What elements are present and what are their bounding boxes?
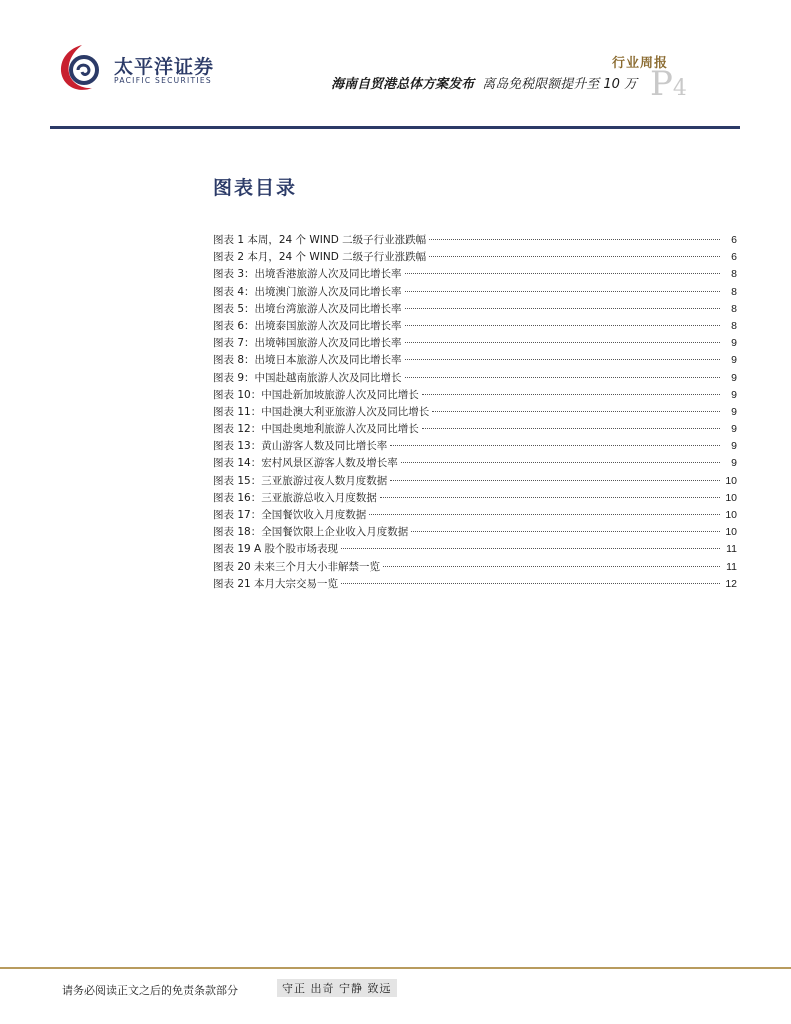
toc-dot-leader <box>405 325 720 326</box>
report-title-main: 海南自贸港总体方案发布 <box>331 77 475 92</box>
toc-entry-page[interactable]: 9 <box>731 457 737 470</box>
toc-entry-label[interactable]: 图表 17：全国餐饮收入月度数据 <box>213 509 367 521</box>
footer-motto: 守正 出奇 宁静 致远 <box>277 979 397 997</box>
toc-entry-label[interactable]: 图表 10：中国赴新加坡旅游人次及同比增长 <box>213 388 419 401</box>
toc-entry-label[interactable]: 图表 6：出境泰国旅游人次及同比增长率 <box>213 319 402 332</box>
toc-entry-label[interactable]: 图表 4：出境澳门旅游人次及同比增长率 <box>213 285 402 298</box>
toc-entry[interactable] <box>213 421 737 438</box>
toc-entry-label[interactable]: 图表 20 未来三个月大小非解禁一览 <box>213 560 381 573</box>
toc-entry-label[interactable]: 图表 14：宏村风景区游客人数及增长率 <box>213 457 398 470</box>
toc-entry-label[interactable]: 图表 11：中国赴澳大利亚旅游人次及同比增长 <box>213 405 430 418</box>
toc-entry-page[interactable]: 10 <box>725 526 737 539</box>
toc-entry[interactable] <box>213 249 737 266</box>
report-title <box>331 73 637 92</box>
toc-entry-label[interactable]: 图表 9：中国赴越南旅游人次及同比增长 <box>213 371 402 384</box>
toc-dot-leader <box>405 377 720 378</box>
footer-disclaimer: 请务必阅读正文之后的免责条款部分 <box>62 984 238 997</box>
toc-title: 图表目录 <box>213 177 298 199</box>
toc-entry-page[interactable]: 9 <box>731 371 737 384</box>
report-type: 行业周报 <box>611 56 668 71</box>
toc-entry[interactable] <box>213 559 737 576</box>
toc-entry[interactable] <box>213 370 737 387</box>
table-of-figures <box>213 232 737 593</box>
toc-entry-page[interactable]: 10 <box>725 509 737 521</box>
toc-entry-label[interactable]: 图表 12：中国赴奥地利旅游人次及同比增长 <box>213 423 419 436</box>
header-divider <box>50 126 740 129</box>
toc-dot-leader <box>390 480 720 481</box>
toc-entry-label[interactable]: 图表 19 A 股个股市场表现 <box>213 543 339 556</box>
toc-entry[interactable] <box>213 524 737 541</box>
toc-dot-leader <box>401 462 720 463</box>
toc-dot-leader <box>405 342 720 343</box>
pacific-securities-logo-icon <box>56 43 104 93</box>
toc-entry[interactable] <box>213 318 737 335</box>
toc-entry-page[interactable]: 9 <box>731 337 737 350</box>
toc-entry-label[interactable]: 图表 7：出境韩国旅游人次及同比增长率 <box>213 337 402 350</box>
toc-entry-page[interactable]: 11 <box>726 560 737 573</box>
toc-entry[interactable] <box>213 490 737 507</box>
logo-english-name: PACIFIC SECURITIES <box>114 76 212 85</box>
toc-dot-leader <box>405 273 720 274</box>
toc-entry-page[interactable]: 8 <box>731 302 737 315</box>
toc-entry-page[interactable]: 9 <box>731 440 737 453</box>
toc-dot-leader <box>369 514 720 515</box>
toc-entry-page[interactable]: 8 <box>731 285 737 298</box>
toc-entry[interactable] <box>213 387 737 404</box>
toc-entry[interactable] <box>213 284 737 301</box>
toc-entry[interactable] <box>213 576 737 593</box>
toc-entry[interactable] <box>213 352 737 369</box>
toc-entry-page[interactable]: 9 <box>731 354 737 367</box>
toc-entry-label[interactable]: 图表 8：出境日本旅游人次及同比增长率 <box>213 354 402 367</box>
page-number-value: 4 <box>672 76 687 101</box>
toc-dot-leader <box>383 566 720 567</box>
toc-entry[interactable] <box>213 232 737 249</box>
toc-entry[interactable] <box>213 455 737 472</box>
toc-entry-label[interactable]: 图表 5：出境台湾旅游人次及同比增长率 <box>213 302 402 315</box>
toc-entry[interactable] <box>213 404 737 421</box>
toc-entry-page[interactable]: 8 <box>731 268 737 281</box>
toc-entry[interactable] <box>213 438 737 455</box>
toc-entry-label[interactable]: 图表 2 本月，24 个 WIND 二级子行业涨跌幅 <box>213 251 427 264</box>
toc-entry-page[interactable]: 6 <box>731 234 737 246</box>
logo-chinese-name: 太平洋证券 <box>114 56 215 78</box>
toc-entry-page[interactable]: 10 <box>725 474 737 487</box>
page-number <box>650 64 687 104</box>
toc-entry-page[interactable]: 12 <box>725 577 737 590</box>
report-title-sub: 离岛免税限额提升至 10 万 <box>482 77 637 92</box>
toc-dot-leader <box>390 445 720 446</box>
toc-entry-page[interactable]: 6 <box>731 251 737 264</box>
toc-dot-leader <box>429 239 720 240</box>
toc-entry-page[interactable]: 8 <box>731 319 737 332</box>
toc-dot-leader <box>405 308 720 309</box>
toc-entry-page[interactable]: 11 <box>726 543 737 556</box>
toc-entry-page[interactable]: 10 <box>725 491 737 504</box>
toc-entry-label[interactable]: 图表 16：三亚旅游总收入月度数据 <box>213 491 377 504</box>
page-prefix: P <box>650 64 673 104</box>
toc-dot-leader <box>432 411 720 412</box>
toc-entry-page[interactable]: 9 <box>731 388 737 401</box>
toc-entry[interactable] <box>213 335 737 352</box>
toc-entry[interactable] <box>213 301 737 318</box>
toc-entry-page[interactable]: 9 <box>731 423 737 436</box>
company-logo <box>56 43 216 95</box>
toc-entry-label[interactable]: 图表 1 本周，24 个 WIND 二级子行业涨跌幅 <box>213 234 427 246</box>
toc-entry[interactable] <box>213 507 737 524</box>
toc-dot-leader <box>380 497 720 498</box>
toc-dot-leader <box>405 359 720 360</box>
toc-dot-leader <box>422 394 720 395</box>
toc-entry-label[interactable]: 图表 15：三亚旅游过夜人数月度数据 <box>213 474 388 487</box>
toc-entry-label[interactable]: 图表 3：出境香港旅游人次及同比增长率 <box>213 268 402 281</box>
toc-entry-label[interactable]: 图表 18：全国餐饮限上企业收入月度数据 <box>213 526 409 539</box>
toc-entry[interactable] <box>213 266 737 283</box>
toc-entry-label[interactable]: 图表 21 本月大宗交易一览 <box>213 577 339 590</box>
toc-dot-leader <box>341 548 720 549</box>
toc-entry-label[interactable]: 图表 13：黄山游客人数及同比增长率 <box>213 440 388 453</box>
toc-dot-leader <box>429 256 720 257</box>
footer-divider <box>0 967 791 969</box>
toc-dot-leader <box>341 583 720 584</box>
toc-dot-leader <box>405 291 720 292</box>
toc-dot-leader <box>422 428 720 429</box>
toc-entry-page[interactable]: 9 <box>731 405 737 418</box>
toc-dot-leader <box>411 531 720 532</box>
toc-entry[interactable] <box>213 541 737 558</box>
toc-entry[interactable] <box>213 473 737 490</box>
